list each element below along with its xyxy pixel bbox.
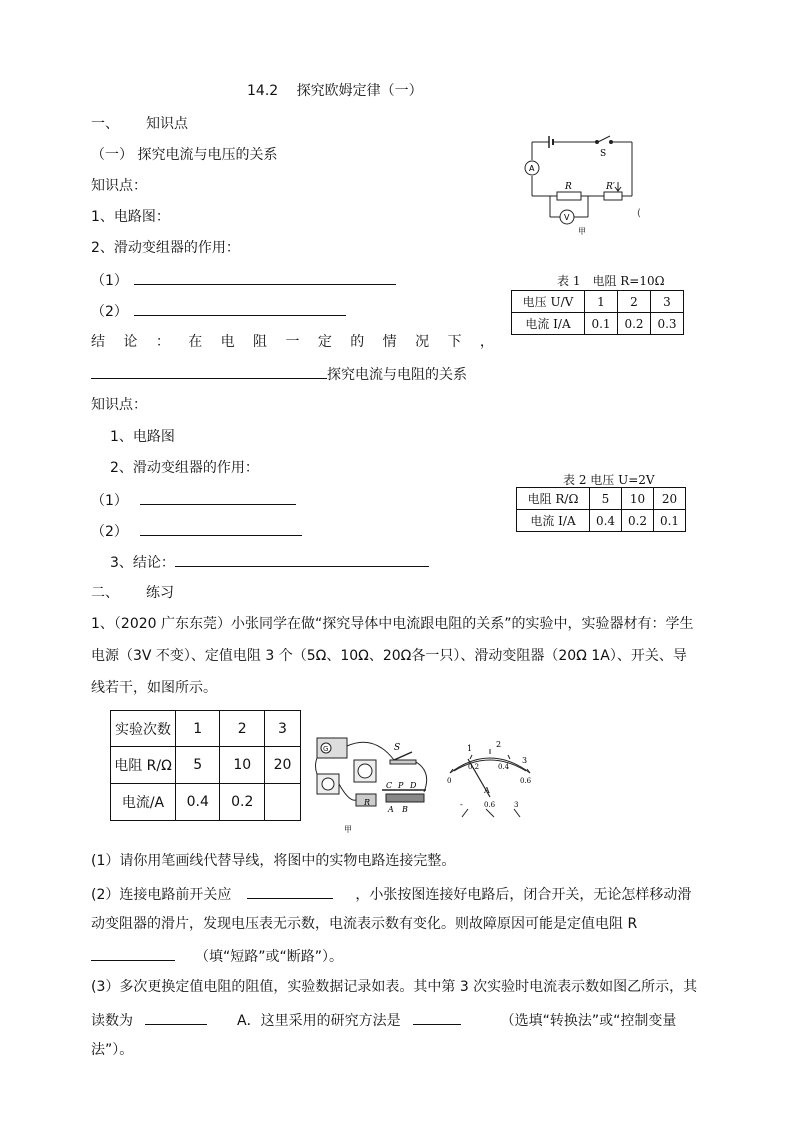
svg-text:(: ( — [637, 208, 641, 219]
conclusion-char: 情 — [382, 334, 397, 350]
subq3-line1: (3）多次更换定值电阻的阻值，实验数据记录如表。其中第 3 次实验时电流表示数如图乙所示，其 — [91, 979, 698, 995]
answer-blank[interactable] — [413, 1010, 461, 1025]
table-cell: 1 — [176, 711, 220, 747]
table-cell: 10 — [220, 747, 264, 784]
table2-caption: 表 2 电压 U=2V — [563, 473, 655, 487]
apparatus-caption: 甲 — [344, 825, 352, 834]
part2-sub2 — [91, 521, 302, 541]
subq3-text-b: 读数为 — [91, 1013, 133, 1029]
table-cell: 10 — [622, 488, 654, 510]
section2-number: 二、 — [91, 585, 119, 601]
part2-item3 — [110, 552, 429, 572]
part1-item2: 2、滑动变组器的作用： — [91, 240, 240, 256]
switch-label: S — [600, 149, 607, 159]
apparatus-diagram — [314, 732, 434, 836]
table-cell: 3 — [264, 711, 300, 747]
apparatus-label: S — [394, 743, 401, 753]
figure-caption: 甲 — [578, 227, 586, 236]
answer-blank[interactable] — [140, 490, 296, 505]
conclusion-char: ： — [155, 334, 170, 350]
answer-blank[interactable] — [175, 552, 429, 567]
table-cell: 2 — [220, 711, 264, 747]
subq2-text-a: (2）连接电路前开关应 — [91, 887, 232, 903]
subq2-text-d: （填“短路”或“断路”）。 — [195, 949, 344, 965]
part1-conclusion — [91, 333, 494, 351]
table-cell: 0.1 — [585, 313, 618, 335]
table-cell: 0.2 — [618, 313, 651, 335]
dial-tick: 0.6 — [520, 777, 532, 785]
section-label: 知识点 — [146, 116, 188, 132]
page-title: 14.2 探究欧姆定律（一） — [247, 83, 423, 99]
apparatus-label: D — [410, 781, 417, 790]
table-cell: 0.1 — [654, 510, 686, 532]
svg-text:G: G — [323, 745, 329, 753]
answer-blank[interactable] — [247, 884, 333, 899]
table1-caption: 表 1 电阻 R=10Ω — [557, 274, 665, 288]
part2-item1: 1、电路图 — [110, 429, 175, 445]
table-cell: 5 — [590, 488, 622, 510]
subq2-line3 — [91, 946, 343, 966]
part1-kp: 知识点： — [91, 178, 147, 194]
conclusion-char: 论 — [123, 334, 138, 350]
ammeter-dial — [440, 735, 540, 830]
subq2-line1 — [91, 884, 691, 904]
dial-tick: 0.2 — [468, 763, 480, 771]
subq2-line2: 动变阻器的滑片，发现电压表无示数，电流表示数有变化。则故障原因可能是定值电阻 R — [91, 916, 638, 932]
dial-tick: 1 — [467, 744, 473, 753]
table-cell: 电阻 R/Ω — [111, 747, 176, 784]
table-cell: 0.4 — [590, 510, 622, 532]
apparatus-label: A — [388, 805, 394, 814]
conclusion-char: 的 — [350, 334, 365, 350]
part1-item1: 1、电路图： — [91, 209, 170, 225]
part2-sub1-label: （1） — [91, 493, 128, 509]
table-cell: 0.3 — [651, 313, 684, 335]
table-cell: 2 — [618, 291, 651, 313]
part1-sub1 — [91, 270, 396, 290]
apparatus-label: P — [398, 781, 404, 790]
table-cell: 电阻 R/Ω — [517, 488, 590, 510]
answer-blank[interactable] — [145, 1010, 207, 1025]
conclusion-char: 况 — [415, 334, 430, 350]
table-cell: 0.2 — [622, 510, 654, 532]
part2-kp: 知识点： — [91, 397, 147, 413]
rheostat-label: R′ — [606, 182, 615, 192]
ammeter-symbol: A — [529, 164, 535, 173]
apparatus-label: C — [386, 781, 393, 790]
subq3-text-d: （选填“转换法”或“控制变量 — [500, 1013, 677, 1029]
table-cell: 20 — [264, 747, 300, 784]
answer-blank[interactable] — [134, 301, 346, 316]
dial-tick: 2 — [496, 740, 502, 749]
part1-heading: （一） 探究电流与电压的关系 — [91, 147, 278, 163]
section-number: 一、 — [91, 116, 119, 132]
conclusion-char: 在 — [188, 334, 203, 350]
table-cell: 1 — [585, 291, 618, 313]
part2-heading: 探究电流与电阻的关系 — [327, 367, 467, 383]
part2-sub2-label: （2） — [91, 524, 128, 540]
part1-sub2 — [91, 301, 346, 321]
table-cell: 3 — [651, 291, 684, 313]
subq2-text-b: ，小张按图连接好电路后，闭合开关，无论怎样移动滑 — [355, 887, 692, 903]
conclusion-char: 一 — [285, 334, 300, 350]
terminal-label: 0.6 — [484, 801, 496, 809]
q1-line3: 线若干，如图所示。 — [91, 680, 217, 696]
table-cell: 20 — [654, 488, 686, 510]
dial-unit: A — [484, 786, 490, 795]
table-cell: 电压 U/V — [512, 291, 585, 313]
conclusion-char: 电 — [220, 334, 235, 350]
dial-tick: 3 — [522, 756, 528, 765]
table1 — [511, 290, 684, 335]
table-cell — [264, 784, 300, 821]
circuit-diagram — [512, 130, 652, 240]
q1-line2: 电源（3V 不变）、定值电阻 3 个（5Ω、10Ω、20Ω各一只）、滑动变阻器（20Ω 1A）、开关、导 — [91, 648, 687, 664]
table2 — [516, 487, 686, 532]
conclusion-char: ， — [479, 334, 494, 350]
part1-sub1-label: （1） — [91, 273, 128, 289]
conclusion-char: 阻 — [253, 334, 268, 350]
answer-blank[interactable] — [140, 521, 302, 536]
part2-sub1 — [91, 490, 296, 510]
resistor-label: R — [565, 182, 572, 192]
conclusion-char: 结 — [91, 334, 105, 350]
q1-line1: 1、（2020 广东东莞）小张同学在做“探究导体中电流跟电阻的关系”的实验中，实验器材有：学生 — [91, 616, 694, 632]
conclusion-char: 定 — [317, 334, 332, 350]
table-cell: 实验次数 — [111, 711, 176, 747]
subq3-line3: 法”）。 — [91, 1042, 134, 1058]
table-cell: 电流 I/A — [512, 313, 585, 335]
answer-blank[interactable] — [134, 270, 396, 285]
apparatus-label: R — [364, 798, 371, 807]
experiment-table — [110, 710, 301, 821]
voltmeter-symbol: V — [564, 213, 570, 222]
subq3-text-c: A．这里采用的研究方法是 — [237, 1013, 401, 1029]
part2-item3-label: 3、结论： — [110, 555, 175, 571]
dial-tick: 0 — [447, 777, 452, 785]
terminal-label: - — [460, 800, 463, 809]
answer-blank[interactable] — [91, 364, 327, 379]
table-cell: 0.4 — [176, 784, 220, 821]
answer-blank[interactable] — [91, 946, 175, 961]
table-cell: 0.2 — [220, 784, 264, 821]
part1-sub2-label: （2） — [91, 304, 128, 320]
conclusion-char: 下 — [447, 334, 462, 350]
table-cell: 5 — [176, 747, 220, 784]
part2-heading-line — [91, 364, 467, 384]
subq1: (1）请你用笔画线代替导线，将图中的实物电路连接完整。 — [91, 853, 456, 869]
part2-item2: 2、滑动变组器的作用： — [110, 460, 259, 476]
dial-tick: 0.4 — [498, 763, 510, 771]
table-cell: 电流 I/A — [517, 510, 590, 532]
apparatus-label: B — [402, 805, 408, 814]
terminal-label: 3 — [514, 801, 519, 809]
section2-label: 练习 — [146, 585, 174, 601]
table-cell: 电流/A — [111, 784, 176, 821]
subq3-line2 — [91, 1010, 676, 1030]
